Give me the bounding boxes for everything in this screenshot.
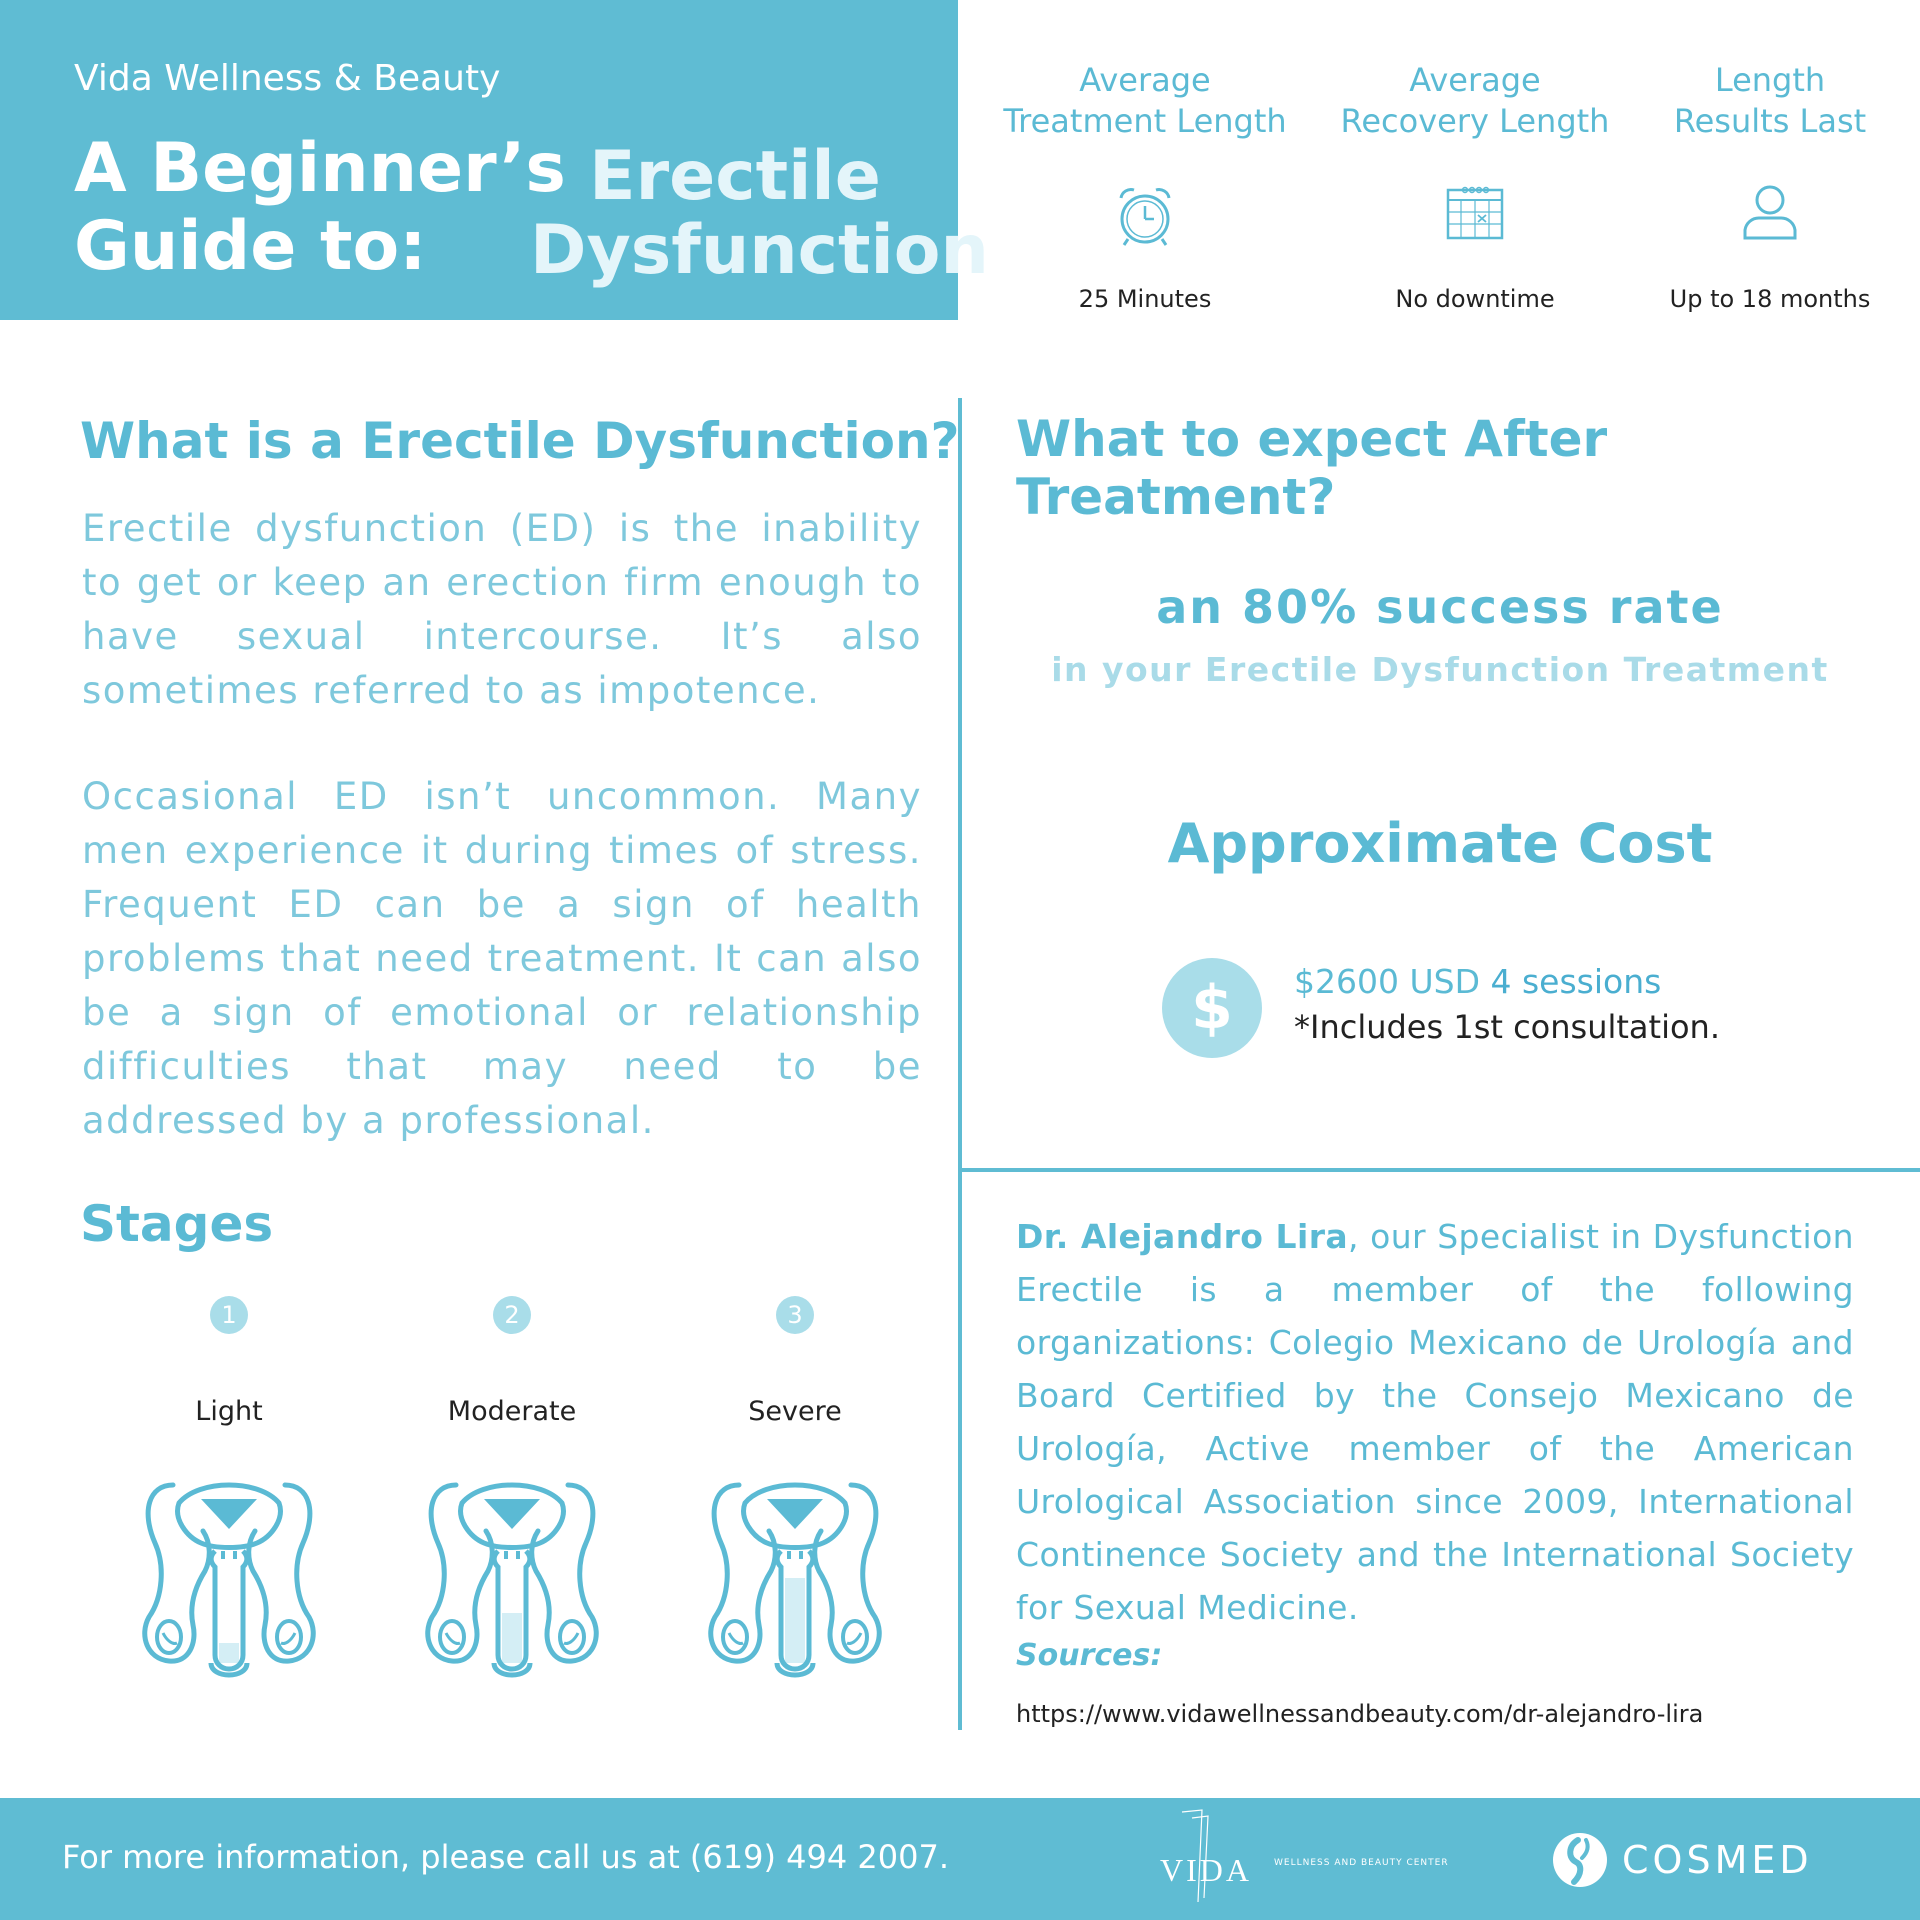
brand-name: Vida Wellness & Beauty [74,58,501,99]
stage-number: 2 [493,1296,531,1334]
cost-note: *Includes 1st consultation. [1294,1008,1720,1046]
stage-item [680,1296,910,1683]
stat-title: Average Recovery Length [1340,61,1610,140]
doctor-description: , our Specialist in Dysfunction Erectile is a member of the following organizations: Colegio Mexicano de Urología and Board Certified by the Consejo Mexicano de Urología, Active member of the American Urological Association since 2009, International Continence Society and the International Society for Sexual Medicine. [1016,1217,1854,1627]
topic-title [530,137,989,290]
stat-title: Average Treatment Length [1003,61,1287,140]
sources-link[interactable]: https://www.vidawellnessandbeauty.com/dr-alejandro-lira [1016,1700,1704,1728]
doctor-bio [1016,1210,1854,1634]
stage-number: 3 [776,1296,814,1334]
stages-heading: Stages [80,1195,274,1253]
stage-item [397,1296,627,1683]
vida-logo-text: VIDA [1160,1852,1252,1888]
guide-title-line1: A Beginner’s [74,129,566,208]
stat-value: Up to 18 months [1669,285,1871,313]
guide-title [74,130,566,286]
cost-amount: $2600 USD [1294,962,1480,1001]
cosmed-logo-icon [1552,1832,1608,1888]
footer-contact-text: For more information, please call us at (619) 494 2007. [62,1838,949,1876]
anatomy-illustration [139,1467,319,1683]
stage-item [114,1296,344,1683]
person-icon [1740,182,1800,242]
stage-label: Moderate [447,1396,577,1427]
stat-results-last [1640,60,1900,330]
topic-title-line2: Dysfunction [530,211,989,290]
success-rate: an 80% success rate [1156,580,1724,634]
what-is-paragraph-2: Occasional ED isn’t uncommon. Many men experience it during times of stress. Frequent ED can be a sign of health problems that need treatment. It can also be a sign of emotional or relationship difficulties that may need to be addressed by a professional. [82,775,922,1142]
stat-treatment-length [1000,60,1290,330]
anatomy-illustration [705,1467,885,1683]
stat-value: 25 Minutes [1078,285,1212,313]
stage-number: 1 [210,1296,248,1334]
sources-label: Sources: [1016,1638,1163,1673]
vida-tagline: WELLNESS AND BEAUTY CENTER [1274,1858,1449,1868]
topic-title-line1: Erectile [589,137,881,216]
stat-value: No downtime [1395,285,1555,313]
what-is-paragraph-1: Erectile dysfunction (ED) is the inability to get or keep an erection firm enough to have sexual intercourse. It’s also sometimes referred to as impotence. [82,507,922,712]
section-divider [960,1168,1920,1172]
what-is-heading: What is a Erectile Dysfunction? [80,412,960,470]
guide-title-line2: Guide to: [74,207,427,286]
cost-amount-line [1294,962,1661,1001]
stage-label: Light [195,1396,263,1427]
anatomy-illustration [422,1467,602,1683]
stat-recovery-length [1330,60,1620,330]
cost-heading: Approximate Cost [1167,812,1713,875]
cosmed-logo-text: COSMED [1622,1838,1813,1882]
cost-sessions: 4 sessions [1490,962,1662,1001]
stat-title: Length Results Last [1673,61,1867,140]
dollar-icon: $ [1162,958,1262,1058]
success-rate-subtitle: in your Erectile Dysfunction Treatment [1051,650,1829,689]
stage-label: Severe [748,1396,842,1427]
calendar-icon [1445,182,1505,242]
doctor-name: Dr. Alejandro Lira [1016,1217,1349,1256]
after-treatment-heading: What to expect After Treatment? [1016,410,1608,526]
alarm-clock-icon [1112,182,1178,248]
